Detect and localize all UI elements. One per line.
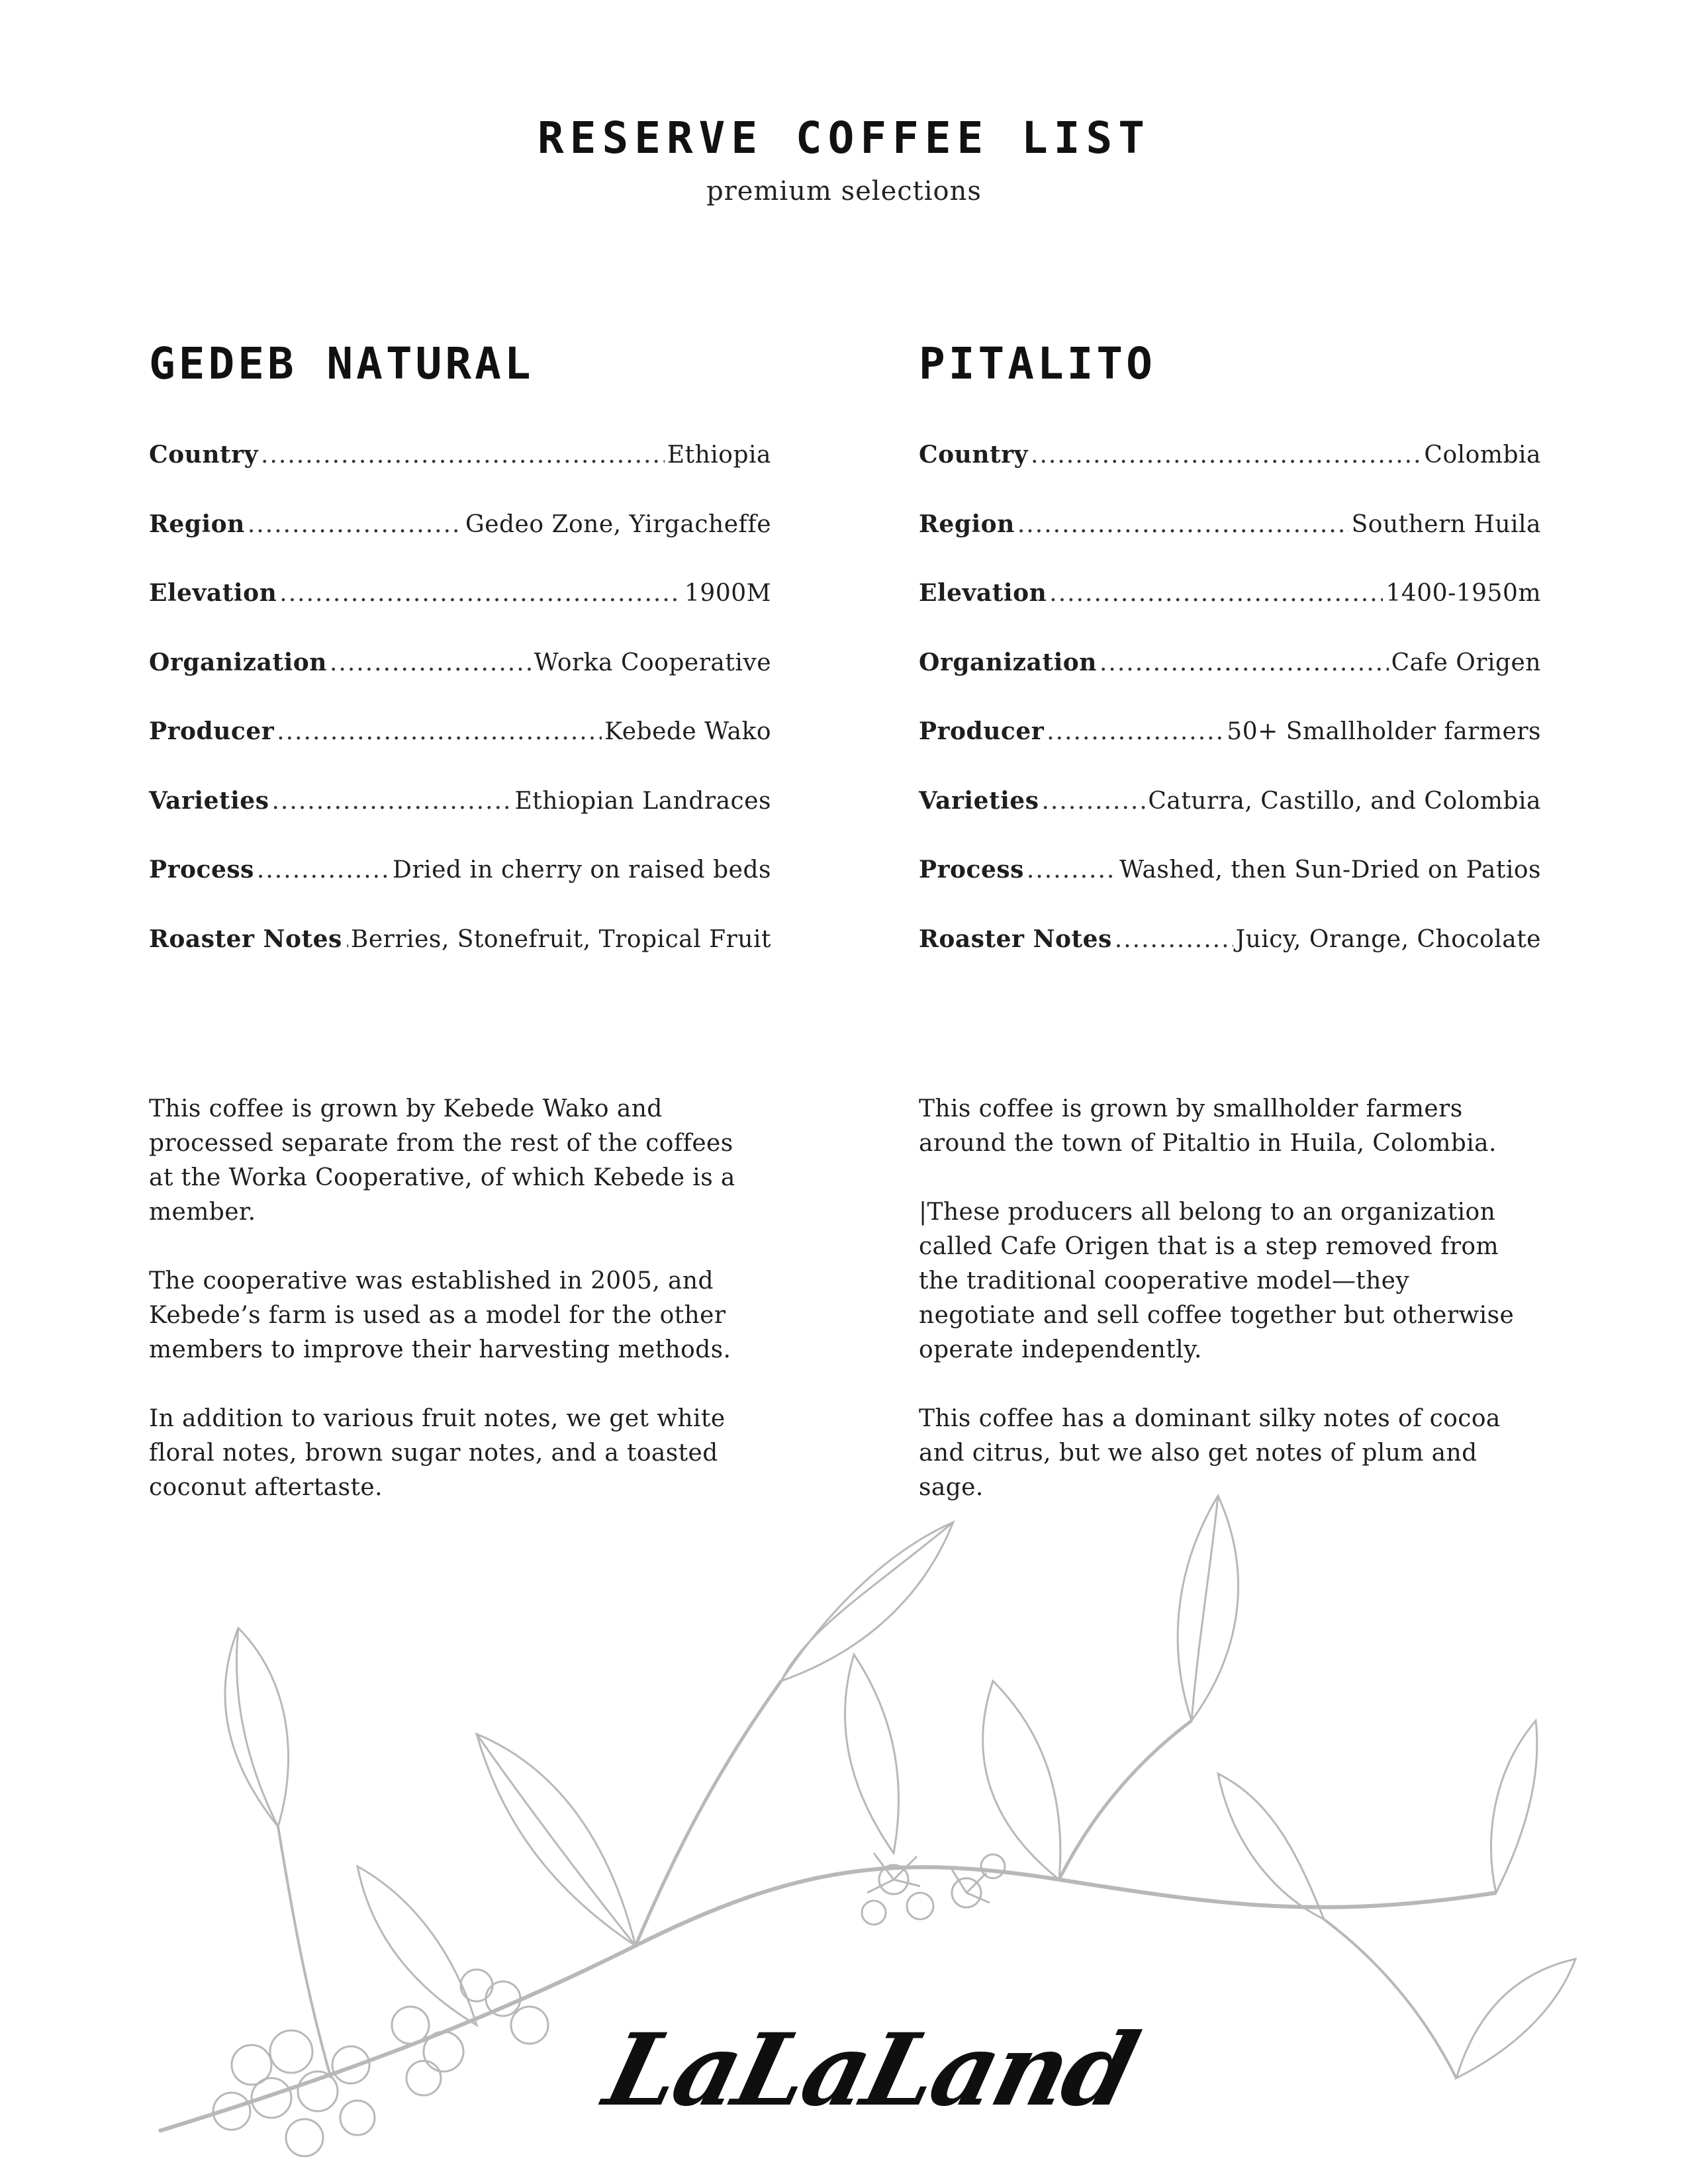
spec-row-region bbox=[919, 510, 1541, 580]
dot-leader bbox=[248, 511, 463, 538]
spec-value: Dried in cherry on raised beds bbox=[393, 856, 771, 884]
spec-value: Washed, then Sun-Dried on Patios bbox=[1119, 856, 1541, 884]
coffee-description bbox=[919, 1092, 1515, 1505]
spec-value: Kebede Wako bbox=[604, 718, 771, 745]
spec-list bbox=[919, 441, 1541, 994]
spec-label: Country bbox=[149, 441, 259, 469]
spec-label: Process bbox=[919, 856, 1024, 884]
coffee-name: GEDEB NATURAL bbox=[149, 338, 534, 389]
description-paragraph: In addition to various fruit notes, we get white floral notes, brown sugar notes, and a toasted coconut aftertaste. bbox=[149, 1405, 726, 1501]
spec-row-country bbox=[919, 441, 1541, 510]
spec-row-region bbox=[149, 510, 771, 580]
spec-label: Country bbox=[919, 441, 1029, 469]
dot-leader bbox=[1047, 718, 1224, 745]
spec-label: Process bbox=[149, 856, 254, 884]
dot-leader bbox=[1031, 441, 1421, 469]
dot-leader bbox=[257, 856, 390, 884]
spec-label: Producer bbox=[149, 717, 275, 745]
spec-row-country bbox=[149, 441, 771, 510]
description-paragraph: This coffee is grown by smallholder farmers around the town of Pitaltio in Huila, Colombia. bbox=[919, 1095, 1497, 1157]
dot-leader bbox=[1100, 649, 1389, 676]
description-paragraph: |These producers all belong to an organization called Cafe Origen that is a step removed from the traditional cooperative model—they negotiate and sell coffee together but otherwise operate independently. bbox=[919, 1199, 1515, 1363]
page-subtitle: premium selections bbox=[706, 176, 982, 206]
spec-value: Caturra, Castillo, and Colombia bbox=[1148, 787, 1541, 815]
spec-value: Gedeo Zone, Yirgacheffe bbox=[465, 510, 771, 538]
spec-value: Cafe Origen bbox=[1391, 649, 1541, 676]
spec-value: 50+ Smallholder farmers bbox=[1227, 718, 1541, 745]
spec-value: Colombia bbox=[1424, 441, 1541, 469]
page-title: RESERVE COFFEE LIST bbox=[538, 113, 1150, 163]
spec-value: 1400-1950m bbox=[1385, 580, 1541, 607]
spec-label: Varieties bbox=[919, 786, 1039, 815]
dot-leader bbox=[1115, 926, 1233, 953]
spec-row-organization bbox=[919, 649, 1541, 718]
spec-row-roaster-notes bbox=[919, 925, 1541, 995]
spec-row-elevation bbox=[919, 579, 1541, 649]
spec-row-elevation bbox=[149, 579, 771, 649]
dot-leader bbox=[330, 649, 532, 676]
description-paragraph: The cooperative was established in 2005, and Kebede’s farm is used as a model for the other members to improve their harvesting methods. bbox=[149, 1267, 731, 1363]
spec-label: Roaster Notes bbox=[919, 925, 1112, 953]
dot-leader bbox=[1027, 856, 1117, 884]
spec-label: Region bbox=[919, 510, 1015, 538]
coffee-description bbox=[149, 1092, 745, 1505]
spec-row-varieties bbox=[149, 787, 771, 856]
spec-label: Elevation bbox=[149, 579, 277, 607]
dot-leader bbox=[277, 718, 602, 745]
brand-logo: LaLaLand bbox=[594, 2012, 1147, 2128]
spec-list bbox=[149, 441, 771, 994]
description-paragraph: This coffee is grown by Kebede Wako and processed separate from the rest of the coffees at the Worka Cooperative, of which Kebede is a member. bbox=[149, 1095, 735, 1226]
spec-value: Ethiopia bbox=[667, 441, 771, 469]
spec-label: Producer bbox=[919, 717, 1045, 745]
spec-row-process bbox=[919, 856, 1541, 925]
description-paragraph: This coffee has a dominant silky notes of cocoa and citrus, but we also get notes of plum and sage. bbox=[919, 1405, 1501, 1501]
dot-leader bbox=[1017, 511, 1349, 538]
dot-leader bbox=[279, 580, 682, 607]
spec-label: Organization bbox=[149, 648, 327, 676]
spec-label: Elevation bbox=[919, 579, 1047, 607]
coffee-name: PITALITO bbox=[919, 338, 1156, 389]
spec-value: Ethiopian Landraces bbox=[514, 787, 771, 815]
spec-value: Berries, Stonefruit, Tropical Fruit bbox=[350, 925, 771, 953]
spec-row-organization bbox=[149, 649, 771, 718]
spec-value: Southern Huila bbox=[1351, 510, 1541, 538]
spec-label: Region bbox=[149, 510, 245, 538]
spec-label: Roaster Notes bbox=[149, 925, 342, 953]
spec-label: Varieties bbox=[149, 786, 269, 815]
dot-leader bbox=[1041, 788, 1145, 815]
coffee-card-pitalito bbox=[919, 331, 1541, 1539]
spec-value: Juicy, Orange, Chocolate bbox=[1235, 925, 1541, 953]
spec-row-producer bbox=[919, 717, 1541, 787]
spec-row-process bbox=[149, 856, 771, 925]
dot-leader bbox=[271, 788, 512, 815]
spec-row-roaster-notes bbox=[149, 925, 771, 995]
dot-leader bbox=[345, 926, 348, 953]
spec-row-producer bbox=[149, 717, 771, 787]
spec-label: Organization bbox=[919, 648, 1097, 676]
spec-value: Worka Cooperative bbox=[534, 649, 771, 676]
dot-leader bbox=[1049, 580, 1383, 607]
coffee-card-gedeb bbox=[149, 331, 771, 1539]
spec-value: 1900M bbox=[684, 580, 771, 607]
spec-row-varieties bbox=[919, 787, 1541, 856]
dot-leader bbox=[261, 441, 665, 469]
